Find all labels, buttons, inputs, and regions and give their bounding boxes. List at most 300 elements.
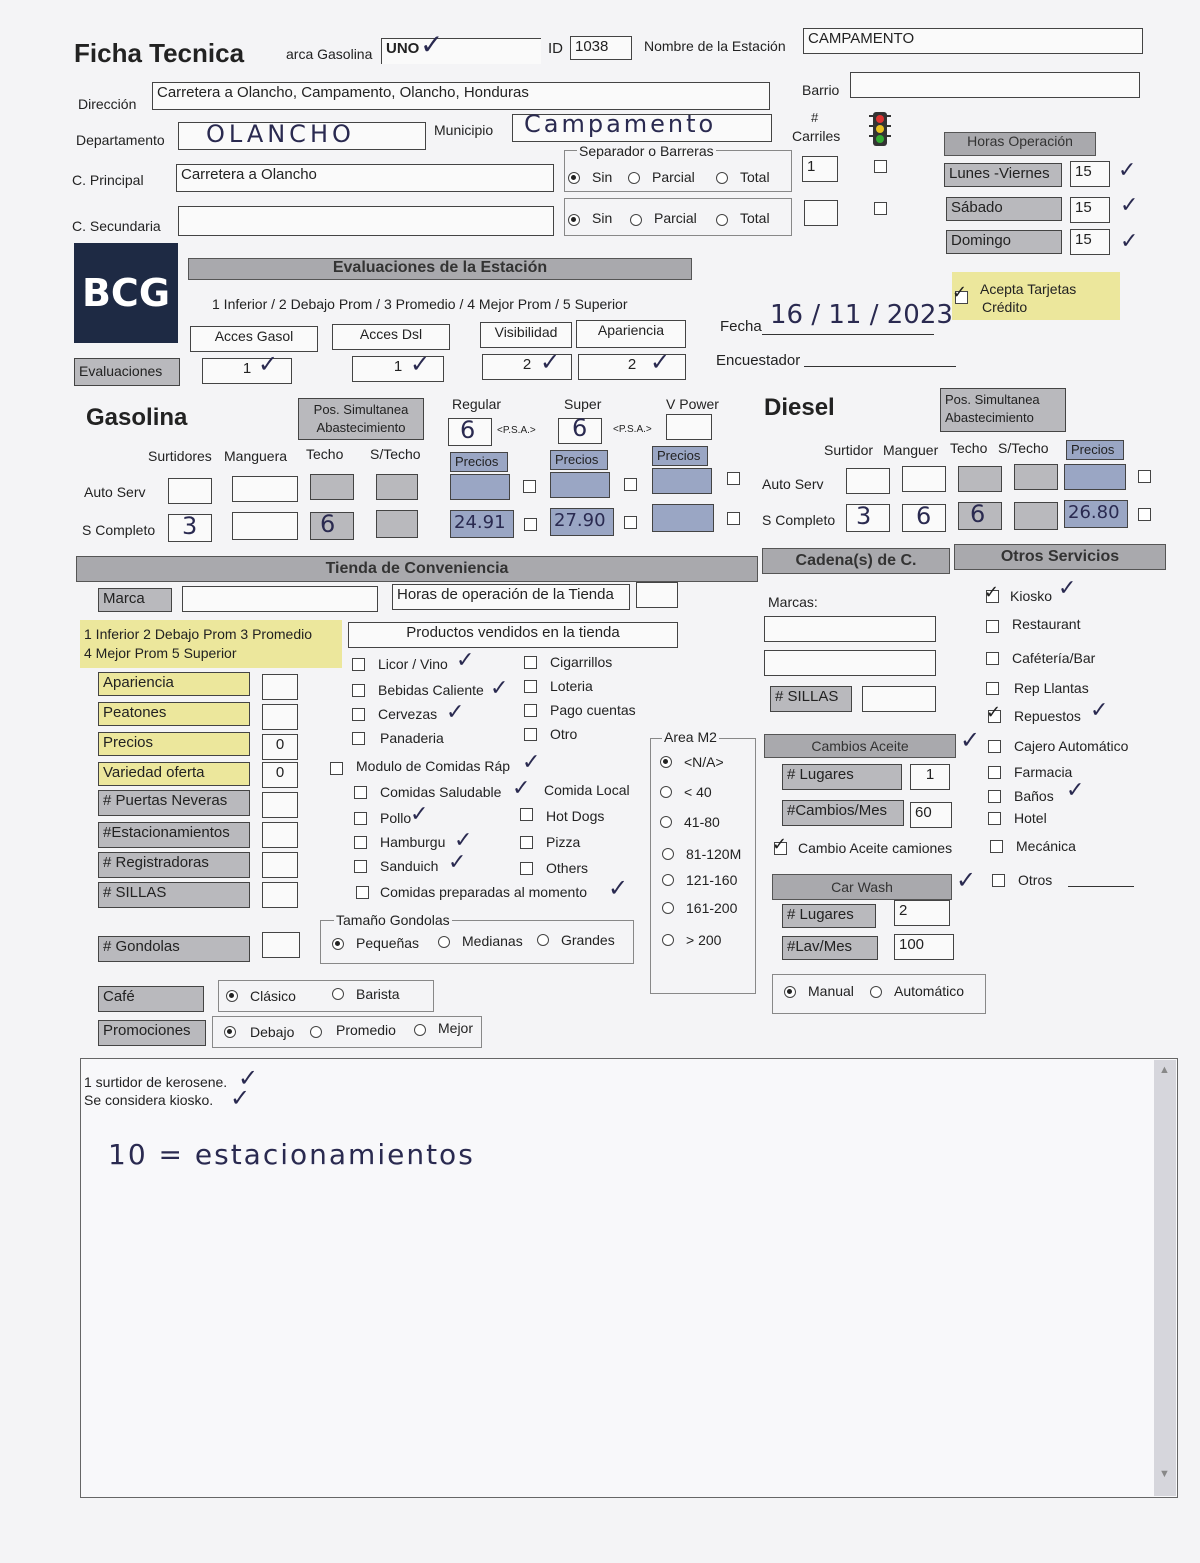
barrio-label: Barrio — [802, 82, 840, 98]
horas-sab-label: Sábado — [946, 197, 1062, 221]
otros-field[interactable] — [1068, 886, 1134, 887]
marca-label: arca Gasolina — [286, 46, 373, 62]
evaluaciones-title: Evaluaciones de la Estación — [188, 258, 692, 280]
as-surtidores-field[interactable] — [168, 478, 212, 504]
check-mark: ✓ — [1120, 229, 1139, 254]
otros-label: Otros — [1018, 872, 1053, 888]
acces-gasol-label: Acces Gasol — [190, 326, 318, 352]
tienda-sillas-field[interactable] — [262, 882, 298, 908]
evaluaciones-scale: 1 Inferior / 2 Debajo Prom / 3 Promedio / 4 Mejor Prom / 5 Superior — [212, 296, 628, 312]
carwash-lav-label: #Lav/Mes — [782, 936, 878, 960]
sep1-sin-label: Sin — [592, 169, 613, 185]
autoserv-label: Auto Serv — [84, 484, 146, 500]
acces-dsl-field[interactable]: 1 — [352, 356, 444, 382]
tienda-estacionamientos-field[interactable] — [262, 822, 298, 848]
sep2-total-label: Total — [740, 210, 770, 226]
check-mark: ✓ — [608, 874, 629, 902]
sep1-total-radio[interactable] — [716, 172, 728, 184]
cafeteria-label: Cafétería/Bar — [1012, 650, 1096, 666]
horas-dom-field[interactable]: 15 — [1070, 229, 1110, 255]
check-mark: ✓ — [522, 750, 541, 775]
tienda-puertas-field[interactable] — [262, 792, 298, 818]
hotdogs-checkbox[interactable] — [520, 808, 533, 821]
gasolina-pos-line2: Abastecimiento — [316, 420, 406, 435]
csecundaria-label: C. Secundaria — [72, 218, 161, 234]
hamburgu-checkbox[interactable] — [354, 836, 367, 849]
tienda-peatones-field[interactable] — [262, 704, 298, 730]
otro-checkbox[interactable] — [524, 728, 537, 741]
check-mark: ✓ — [512, 776, 531, 801]
otros-title: Otros Servicios — [954, 544, 1166, 570]
cambios-mes-field[interactable]: 60 — [910, 802, 952, 828]
as-precio-regular-field[interactable] — [450, 474, 510, 500]
cambios-lugares-label: # Lugares — [782, 764, 902, 790]
id-label: ID — [548, 40, 563, 57]
check-mark: ✓ — [490, 676, 509, 701]
licor-label: Licor / Vino — [378, 656, 448, 672]
sc-regular-checkbox[interactable] — [524, 518, 537, 531]
separador-label: Separador o Barreras — [579, 143, 714, 159]
preparadas-label: Comidas preparadas al momento — [380, 884, 587, 900]
marcas-field-2[interactable] — [764, 650, 936, 676]
municipio-label: Municipio — [434, 122, 494, 138]
check-mark: ✓ — [410, 802, 429, 827]
as-super-checkbox[interactable] — [624, 478, 637, 491]
gasolina-pos-line1: Pos. Simultanea — [313, 402, 409, 417]
cambios-lugares-field[interactable]: 1 — [910, 764, 950, 790]
techo-label: Techo — [306, 446, 344, 462]
psa-label: <P.S.A.> — [497, 425, 536, 436]
cervezas-label: Cervezas — [378, 706, 438, 722]
diesel-techo-label: Techo — [950, 440, 988, 456]
traffic-light-icon — [866, 110, 894, 148]
area-radio-5[interactable] — [662, 874, 674, 886]
hamburgu-label: Hamburgu — [380, 834, 446, 850]
diesel-manguer-label: Manguer — [883, 442, 939, 458]
tienda-gondolas-label: # Gondolas — [98, 936, 250, 962]
hotel-label: Hotel — [1014, 810, 1047, 826]
check-mark: ✓ — [454, 828, 473, 853]
llantas-checkbox[interactable] — [986, 682, 999, 695]
gondolas-medianas-radio[interactable] — [438, 936, 450, 948]
cadena-sillas-label: # SILLAS — [770, 686, 852, 712]
diesel-as-stecho-field[interactable] — [1014, 464, 1058, 490]
precios-vpower-label: Precios — [652, 446, 708, 466]
tienda-registradoras-label: # Registradoras — [98, 852, 250, 878]
municipio-handwriting: Campamento — [524, 110, 717, 138]
productos-label: Productos vendidos en la tienda — [348, 622, 678, 648]
sep1-sin-radio[interactable] — [568, 172, 580, 184]
diesel-sc-checkbox[interactable] — [1138, 508, 1151, 521]
horas-lv-label: Lunes -Viernes — [944, 163, 1062, 187]
notes-textarea[interactable] — [80, 1058, 1178, 1498]
stecho-label: S/Techo — [370, 446, 421, 462]
sc-precio-vpower-field[interactable] — [652, 504, 714, 532]
check-mark: ✓ — [984, 582, 1000, 603]
manguera-label: Manguera — [224, 448, 288, 464]
apariencia-field[interactable]: 2 — [578, 354, 686, 380]
sep2-parcial-radio[interactable] — [630, 214, 642, 226]
tienda-variedad-field[interactable]: 0 — [262, 762, 298, 788]
panaderia-checkbox[interactable] — [352, 732, 365, 745]
cadena-title: Cadena(s) de C. — [762, 548, 950, 574]
carwash-title: Car Wash — [772, 874, 952, 900]
carriles-field[interactable]: 1 — [802, 156, 838, 182]
tienda-scale-1: 1 Inferior 2 Debajo Prom 3 Promedio — [84, 626, 312, 642]
as-manguera-field[interactable] — [232, 476, 298, 502]
area-title: Area M2 — [664, 729, 717, 745]
notes-scrollbar[interactable] — [1154, 1060, 1176, 1496]
direccion-label: Dirección — [78, 96, 137, 112]
tarjetas-label-2: Crédito — [982, 299, 1028, 315]
area-radio-6[interactable] — [662, 902, 674, 914]
scroll-down-icon[interactable]: ▼ — [1159, 1468, 1170, 1480]
carwash-auto-radio[interactable] — [870, 986, 882, 998]
llantas-label: Rep Llantas — [1014, 680, 1089, 696]
area-radio-4[interactable] — [662, 848, 674, 860]
pizza-checkbox[interactable] — [520, 836, 533, 849]
sep1-total-label: Total — [740, 169, 770, 185]
pago-checkbox[interactable] — [524, 704, 537, 717]
diesel-pos-box — [940, 388, 1066, 432]
vpower-field[interactable] — [666, 414, 712, 440]
area-radio-7[interactable] — [662, 934, 674, 946]
vpower-label: V Power — [666, 396, 719, 412]
diesel-as-precio-field[interactable] — [1064, 464, 1126, 490]
area-option-4: 81-120M — [686, 846, 742, 862]
carwash-lugares-field[interactable]: 2 — [894, 900, 950, 926]
gasolina-title: Gasolina — [86, 404, 188, 431]
others-checkbox[interactable] — [520, 862, 533, 875]
super-handwriting: 6 — [572, 414, 588, 442]
evaluaciones-row-label: Evaluaciones — [74, 358, 180, 386]
cafe-clasico-radio[interactable] — [226, 990, 238, 1002]
gondolas-medianas-label: Medianas — [462, 933, 523, 949]
as-stecho-field[interactable] — [376, 474, 418, 500]
marca-field[interactable]: UNO — [381, 38, 541, 64]
camiones-label: Cambio Aceite camiones — [798, 840, 953, 856]
diesel-sc-manguer-handwriting: 6 — [916, 502, 932, 530]
diesel-sc-surtidor-handwriting: 3 — [856, 502, 872, 530]
departamento-label: Departamento — [76, 132, 165, 148]
check-mark: ✓ — [1118, 158, 1137, 183]
panaderia-label: Panaderia — [380, 730, 444, 746]
otro-label: Otro — [550, 726, 578, 742]
id-field[interactable]: 1038 — [570, 36, 632, 60]
encuestador-field[interactable] — [804, 366, 956, 367]
tienda-peatones-label: Peatones — [98, 702, 250, 726]
tienda-precios-label: Precios — [98, 732, 250, 756]
saludable-label: Comidas Saludable — [380, 784, 502, 800]
notes-handwriting: 10 = estacionamientos — [108, 1138, 475, 1171]
tienda-variedad-label: Variedad oferta — [98, 762, 250, 786]
area-radio-1[interactable] — [660, 756, 672, 768]
sep2-sin-radio[interactable] — [568, 214, 580, 226]
gondolas-grandes-label: Grandes — [561, 932, 615, 948]
tienda-gondolas-field[interactable] — [262, 932, 300, 958]
area-option-1: <N/A> — [684, 754, 724, 770]
tarjetas-label-1: Acepta Tarjetas — [980, 281, 1077, 297]
carriles-label: Carriles — [792, 128, 841, 144]
check-mark: ✓ — [230, 1084, 251, 1112]
cafe-barista-radio[interactable] — [332, 988, 344, 1000]
diesel-precios-label: Precios — [1066, 440, 1124, 460]
tienda-sillas-label: # SILLAS — [98, 882, 250, 908]
cafe-barista-label: Barista — [356, 986, 400, 1002]
restaurant-label: Restaurant — [1012, 616, 1081, 632]
diesel-pos-line1: Pos. Simultanea — [945, 392, 1040, 407]
as-regular-checkbox[interactable] — [523, 480, 536, 493]
gondolas-grandes-radio[interactable] — [537, 934, 549, 946]
sep2-total-radio[interactable] — [716, 214, 728, 226]
diesel-autoserv-label: Auto Serv — [762, 476, 824, 492]
promociones-label: Promociones — [98, 1020, 206, 1046]
cprincipal-field[interactable]: Carretera a Olancho — [176, 164, 554, 192]
tienda-registradoras-field[interactable] — [262, 852, 298, 878]
check-mark: ✓ — [956, 866, 977, 894]
area-option-6: 161-200 — [686, 900, 738, 916]
tienda-precios-field[interactable]: 0 — [262, 734, 298, 760]
pizza-label: Pizza — [546, 834, 581, 850]
check-mark: ✓ — [446, 700, 465, 725]
bebidas-label: Bebidas Caliente — [378, 682, 484, 698]
diesel-pos-line2: Abastecimiento — [945, 410, 1034, 425]
check-mark: ✓ — [410, 350, 431, 378]
check-mark: ✓ — [952, 282, 968, 303]
carriles-hash: # — [811, 110, 819, 125]
check-mark: ✓ — [772, 834, 788, 855]
loteria-checkbox[interactable] — [524, 680, 537, 693]
promo-promedio-radio[interactable] — [310, 1026, 322, 1038]
horas-lv-field[interactable]: 15 — [1070, 161, 1110, 187]
super-label: Super — [564, 396, 602, 412]
surtidores-label: Surtidores — [148, 448, 212, 464]
as-precio-vpower-field[interactable] — [652, 468, 712, 494]
tienda-estacionamientos-label: #Estacionamientos — [98, 822, 250, 848]
sanduich-checkbox[interactable] — [354, 860, 367, 873]
marcas-field-1[interactable] — [764, 616, 936, 642]
diesel-scompleto-label: S Completo — [762, 512, 836, 528]
cadena-sillas-field[interactable] — [862, 686, 936, 712]
repuestos-label: Repuestos — [1014, 708, 1081, 724]
fecha-underline — [762, 334, 934, 335]
acces-dsl-label: Acces Dsl — [332, 324, 450, 350]
gondolas-pequenas-radio[interactable] — [332, 938, 344, 950]
scompleto-label: S Completo — [82, 522, 156, 538]
saludable-checkbox[interactable] — [354, 786, 367, 799]
horas-title: Horas Operación — [944, 132, 1096, 156]
visibilidad-field[interactable]: 2 — [482, 354, 572, 380]
precios-regular-label: Precios — [450, 452, 508, 472]
nombre-label: Nombre de la Estación — [644, 38, 786, 54]
hotdogs-label: Hot Dogs — [546, 808, 605, 824]
cafe-label: Café — [98, 986, 204, 1012]
area-radio-2[interactable] — [660, 786, 672, 798]
cprincipal-label: C. Principal — [72, 172, 144, 188]
gasolina-pos-box — [298, 398, 424, 440]
cambios-mes-label: #Cambios/Mes — [782, 800, 904, 826]
loteria-label: Loteria — [550, 678, 593, 694]
diesel-sc-techo-handwriting: 6 — [970, 500, 986, 528]
sc-super-checkbox[interactable] — [624, 516, 637, 529]
otros-checkbox[interactable] — [992, 874, 1005, 887]
sep2-parcial-label: Parcial — [654, 210, 697, 226]
diesel-title: Diesel — [764, 394, 835, 421]
sc-vpower-checkbox[interactable] — [727, 512, 740, 525]
barrio-field[interactable] — [850, 72, 1140, 98]
carriles-checkbox[interactable] — [874, 160, 887, 173]
sc-surtidores-handwriting: 3 — [182, 512, 198, 540]
sep1-parcial-label: Parcial — [652, 169, 695, 185]
tienda-marca-label: Marca — [98, 588, 172, 612]
pago-label: Pago cuentas — [550, 702, 636, 718]
cafeteria-checkbox[interactable] — [986, 652, 999, 665]
sc-techo-handwriting: 6 — [320, 510, 336, 538]
area-option-3: 41-80 — [684, 814, 720, 830]
regular-handwriting: 6 — [460, 416, 476, 444]
check-mark: ✓ — [960, 726, 981, 754]
modulo-checkbox[interactable] — [330, 762, 343, 775]
csecundaria-field[interactable] — [178, 206, 554, 236]
horas-sab-field[interactable]: 15 — [1070, 197, 1110, 223]
notes-line-1: 1 surtidor de kerosene. — [84, 1074, 228, 1090]
promo-mejor-radio[interactable] — [414, 1024, 426, 1036]
carwash-manual-radio[interactable] — [784, 986, 796, 998]
cambios-title: Cambios Aceite — [764, 734, 956, 758]
carriles2-field[interactable] — [804, 200, 838, 226]
check-mark: ✓ — [258, 350, 279, 378]
tienda-scale-2: 4 Mejor Prom 5 Superior — [84, 645, 237, 661]
precios-super-label: Precios — [550, 450, 608, 470]
modulo-label: Modulo de Comidas Ráp — [356, 758, 511, 774]
promo-promedio-label: Promedio — [336, 1022, 396, 1038]
sc-manguera-field[interactable] — [232, 512, 298, 540]
check-mark: ✓ — [1120, 193, 1139, 218]
marcas-label: Marcas: — [768, 594, 818, 610]
tienda-puertas-label: # Puertas Neveras — [98, 790, 250, 816]
page-title: Ficha Tecnica — [74, 38, 245, 68]
banos-label: Baños — [1014, 788, 1054, 804]
diesel-stecho-label: S/Techo — [998, 440, 1049, 456]
regular-label: Regular — [452, 396, 502, 412]
cajero-checkbox[interactable] — [988, 740, 1001, 753]
area-option-7: > 200 — [686, 932, 722, 948]
check-mark: ✓ — [1066, 778, 1085, 803]
check-mark: ✓ — [1090, 698, 1109, 723]
kiosko-label: Kiosko — [1010, 588, 1053, 604]
acces-gasol-field[interactable]: 1 — [202, 358, 292, 384]
diesel-sc-stecho-field[interactable] — [1014, 502, 1058, 530]
tienda-apariencia-label: Apariencia — [98, 672, 250, 696]
fecha-label: Fecha — [720, 318, 762, 335]
mecanica-checkbox[interactable] — [990, 840, 1003, 853]
sc-stecho-field[interactable] — [376, 510, 418, 538]
sep2-sin-label: Sin — [592, 210, 613, 226]
pollo-label: Pollo — [380, 810, 412, 826]
apariencia-label: Apariencia — [576, 320, 686, 348]
area-option-5: 121-160 — [686, 872, 738, 888]
as-precio-super-field[interactable] — [550, 472, 610, 498]
check-mark: ✓ — [986, 702, 1002, 723]
cervezas-checkbox[interactable] — [352, 708, 365, 721]
promo-mejor-label: Mejor — [438, 1020, 474, 1036]
tienda-title: Tienda de Conveniencia — [76, 556, 758, 582]
hotel-checkbox[interactable] — [988, 812, 1001, 825]
precio-super-handwriting: 27.90 — [554, 510, 606, 531]
check-mark: ✓ — [650, 348, 671, 376]
area-group — [650, 738, 756, 994]
mecanica-label: Mecánica — [1016, 838, 1076, 854]
bebidas-checkbox[interactable] — [352, 684, 365, 697]
gondolas-title: Tamaño Gondolas — [336, 912, 450, 928]
carwash-auto-label: Automático — [894, 983, 965, 999]
diesel-as-techo-field[interactable] — [958, 466, 1002, 492]
direccion-field[interactable]: Carretera a Olancho, Campamento, Olancho, Honduras — [152, 82, 770, 110]
as-vpower-checkbox[interactable] — [727, 472, 740, 485]
scroll-up-icon[interactable]: ▲ — [1159, 1064, 1170, 1076]
sep1-parcial-radio[interactable] — [628, 172, 640, 184]
bcg-logo: BCG — [74, 243, 178, 343]
diesel-as-checkbox[interactable] — [1138, 470, 1151, 483]
area-option-2: < 40 — [684, 784, 712, 800]
carwash-lav-field[interactable]: 100 — [894, 934, 954, 960]
check-mark: ✓ — [456, 648, 475, 673]
nombre-field[interactable]: CAMPAMENTO — [803, 28, 1143, 54]
visibilidad-label: Visibilidad — [480, 322, 572, 348]
fecha-handwriting: 16 / 11 / 2023 — [770, 300, 953, 330]
precio-regular-handwriting: 24.91 — [454, 512, 506, 533]
licor-checkbox[interactable] — [352, 658, 365, 671]
check-mark: ✓ — [540, 348, 561, 376]
promo-debajo-radio[interactable] — [224, 1026, 236, 1038]
local-label: Comida Local — [544, 782, 630, 798]
diesel-surtidor-label: Surtidor — [824, 442, 874, 458]
check-mark: ✓ — [420, 28, 444, 61]
check-mark: ✓ — [238, 1064, 259, 1092]
carwash-manual-label: Manual — [808, 983, 854, 999]
tienda-marca-field[interactable] — [182, 586, 378, 612]
notes-line-2: Se considera kiosko. — [84, 1092, 214, 1108]
area-radio-3[interactable] — [660, 816, 672, 828]
carriles2-checkbox[interactable] — [874, 202, 887, 215]
farmacia-label: Farmacia — [1014, 764, 1073, 780]
check-mark: ✓ — [448, 850, 467, 875]
diesel-as-surtidor-field[interactable] — [846, 468, 890, 494]
carwash-lugares-label: # Lugares — [782, 904, 876, 928]
restaurant-checkbox[interactable] — [986, 620, 999, 633]
pollo-checkbox[interactable] — [354, 812, 367, 825]
check-mark: ✓ — [1058, 576, 1077, 601]
diesel-precio-handwriting: 26.80 — [1068, 502, 1120, 523]
farmacia-checkbox[interactable] — [988, 766, 1001, 779]
tienda-horas-label: Horas de operación de la Tienda — [392, 584, 630, 610]
gondolas-pequenas-label: Pequeñas — [356, 935, 420, 951]
cajero-label: Cajero Automático — [1014, 738, 1129, 754]
banos-checkbox[interactable] — [988, 790, 1001, 803]
horas-dom-label: Domingo — [946, 230, 1062, 254]
diesel-as-manguer-field[interactable] — [902, 466, 946, 492]
encuestador-label: Encuestador — [716, 352, 801, 369]
preparadas-checkbox[interactable] — [356, 886, 369, 899]
tienda-horas-field[interactable] — [636, 582, 678, 608]
tienda-apariencia-field[interactable] — [262, 674, 298, 700]
promo-debajo-label: Debajo — [250, 1024, 295, 1040]
as-techo-field[interactable] — [310, 474, 354, 500]
departamento-handwriting: OLANCHO — [206, 120, 355, 148]
cafe-clasico-label: Clásico — [250, 988, 296, 1004]
cigarrillos-checkbox[interactable] — [524, 656, 537, 669]
cigarrillos-label: Cigarrillos — [550, 654, 613, 670]
